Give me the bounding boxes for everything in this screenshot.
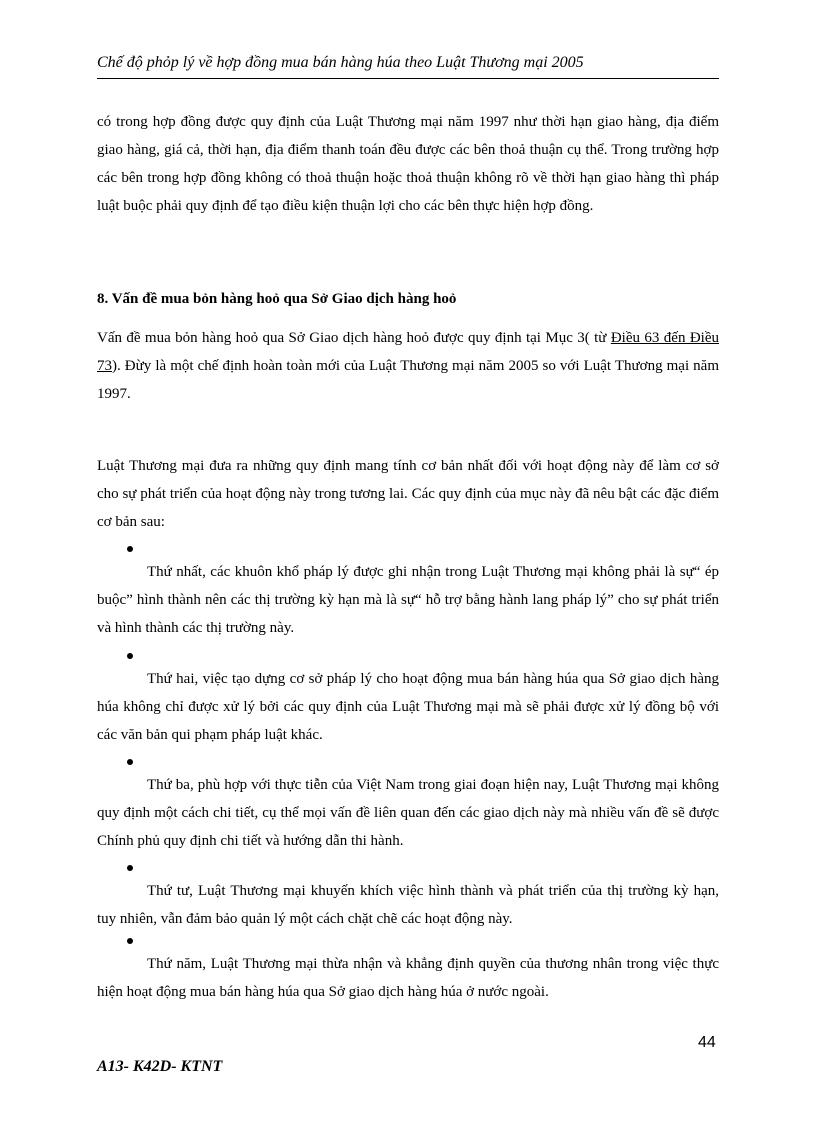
- section-paragraph-2: Luật Thương mại đưa ra những quy định mang tính cơ bản nhất đối với hoạt động này để làm cơ sở cho sự phát triển của hoạt động này trong tương lai. Các quy định của mục này đã nêu bật các đặc điểm cơ bản sau:: [97, 458, 719, 530]
- footer-label: A13- K42D- KTNT: [97, 1058, 223, 1075]
- bullet-icon: [127, 546, 133, 552]
- bullet-icon: [127, 759, 133, 765]
- bullet-item-1: Thứ nhất, các khuôn khổ pháp lý được ghi nhận trong Luật Thương mại không phải là sự“ ép buộc” hình thành nên các thị trường kỳ hạn mà là sự“ hỗ trợ bằng hành lang pháp lý” cho sự phát triển và hình thành các thị trường này.: [97, 564, 719, 636]
- page-number: 44: [698, 1034, 716, 1051]
- paragraph-text-after-link: ). Đừy là một chế định hoàn toàn mới của Luật Thương mại năm 2005 so với Luật Thương mại năm 1997.: [97, 358, 719, 402]
- bullet-item-5: Thứ năm, Luật Thương mại thừa nhận và khẳng định quyền của thương nhân trong việc thực hiện hoạt động mua bán hàng húa qua Sở giao dịch hàng húa ở nước ngoài.: [97, 956, 719, 1000]
- running-header: Chế độ phỏp lý về hợp đồng mua bán hàng húa theo Luật Thương mại 2005: [97, 54, 584, 71]
- bullet-icon: [127, 938, 133, 944]
- bullet-icon: [127, 653, 133, 659]
- bullet-icon: [127, 865, 133, 871]
- section-heading: 8. Vấn đề mua bỏn hàng hoỏ qua Sở Giao dịch hàng hoỏ: [97, 291, 457, 307]
- bullet-item-3: Thứ ba, phù hợp với thực tiễn của Việt Nam trong giai đoạn hiện nay, Luật Thương mại không quy định một cách chi tiết, cụ thể mọi vấn đề liên quan đến các giao dịch này mà nhiều vấn đề sẽ được Chính phủ quy định chi tiết và hướng dẫn thi hành.: [97, 777, 719, 849]
- article-reference-link[interactable]: Điều 63 đến Điều 73: [97, 330, 719, 374]
- section-paragraph-1: [97, 324, 719, 408]
- paragraph-text-before-link: Vấn đề mua bỏn hàng hoỏ qua Sở Giao dịch hàng hoỏ được quy định tại Mục 3( từ: [97, 330, 611, 346]
- bullet-item-2: Thứ hai, việc tạo dựng cơ sở pháp lý cho hoạt động mua bán hàng húa qua Sở giao dịch hàng húa không chỉ được xử lý bởi các quy định của Luật Thương mại mà sẽ phải được xử lý đồng bộ với các văn bản qui phạm pháp luật khác.: [97, 671, 719, 743]
- header-divider: [97, 78, 719, 79]
- bullet-item-4: Thứ tư, Luật Thương mại khuyến khích việc hình thành và phát triển của thị trường kỳ hạn, tuy nhiên, vẫn đảm bảo quản lý một cách chặt chẽ các hoạt động này.: [97, 883, 719, 927]
- intro-paragraph: có trong hợp đồng được quy định của Luật Thương mại năm 1997 như thời hạn giao hàng, địa điểm giao hàng, giá cả, thời hạn, địa điểm thanh toán đều được các bên thoả thuận cụ thể. Trong trường hợp các bên trong hợp đồng không có thoả thuận hoặc thoả thuận không rõ về thời hạn giao hàng thì pháp luật buộc phải quy định để tạo điều kiện thuận lợi cho các bên thực hiện hợp đồng.: [97, 114, 719, 214]
